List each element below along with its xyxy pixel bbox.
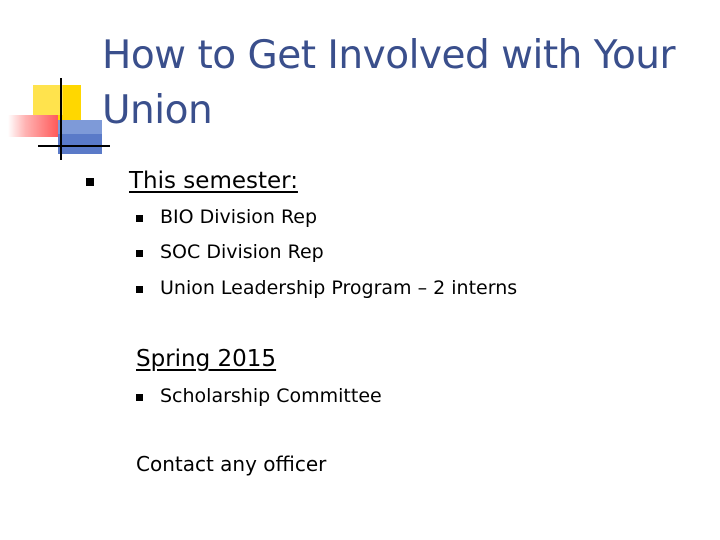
title-line-2: Union — [102, 88, 213, 133]
title-line-1: How to Get Involved with Your — [102, 33, 676, 78]
section-label: This semester: — [129, 168, 298, 194]
logo-red-bar — [8, 115, 58, 137]
colored-blocks-logo-icon — [0, 0, 110, 170]
list-item-text: BIO Division Rep — [160, 206, 318, 228]
square-bullet-icon — [136, 394, 143, 401]
logo-yellow-highlight — [33, 85, 63, 115]
contact-text: Contact any officer — [136, 452, 327, 476]
logo-blue-highlight — [58, 120, 102, 134]
slide-title — [102, 28, 712, 138]
square-bullet-icon — [136, 215, 143, 222]
section-spring-2015-label: Spring 2015 — [136, 346, 277, 372]
logo-vertical-line — [60, 78, 62, 160]
list-item-text: Union Leadership Program – 2 interns — [160, 277, 518, 299]
square-bullet-icon — [86, 178, 94, 186]
logo-horizontal-line — [38, 145, 110, 147]
list-item-text: Scholarship Committee — [160, 385, 382, 407]
list-item-text: SOC Division Rep — [160, 241, 324, 263]
square-bullet-icon — [136, 250, 143, 257]
square-bullet-icon — [136, 286, 143, 293]
